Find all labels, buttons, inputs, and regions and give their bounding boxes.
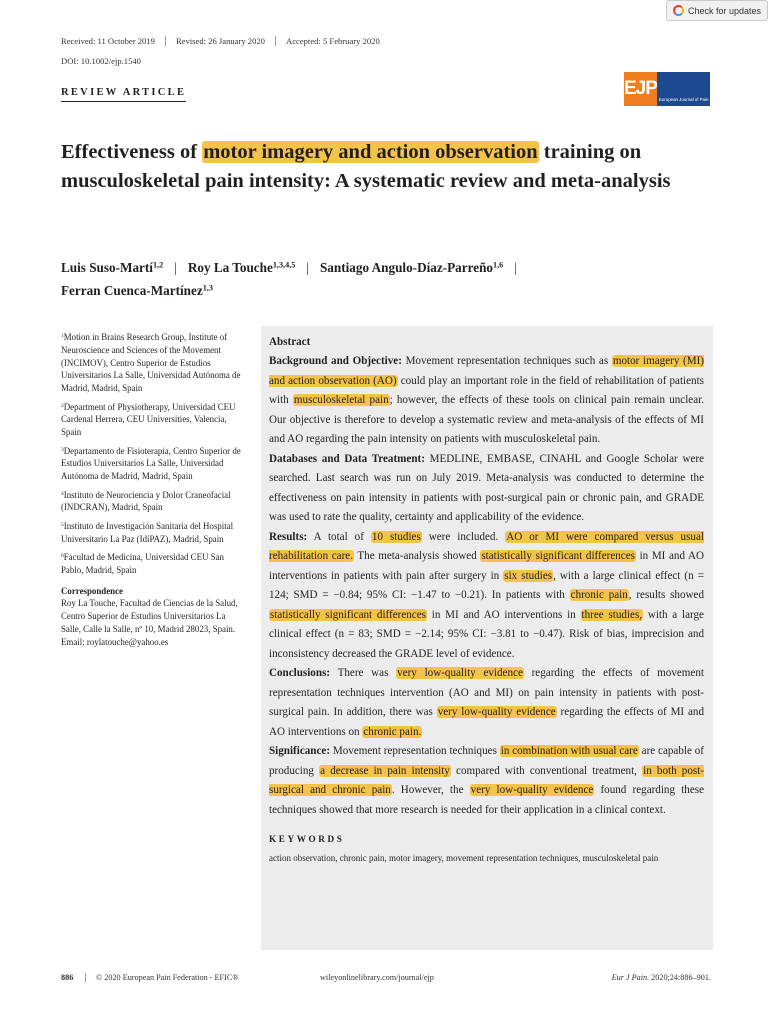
highlighted-text: AO or MI were compared versus usual rehabilitation care. xyxy=(269,530,704,562)
article-title xyxy=(61,138,711,196)
author-separator: | xyxy=(174,260,177,275)
abstract-text: with a large clinical effect (n = 83; SMD = −2.14; 95% CI: −3.81 to −0.47). Risk of bias, imprecision and inconsistency decreased the GRADE level of evidence. xyxy=(269,608,704,660)
abstract-text: in MI and AO interventions in xyxy=(426,608,581,621)
section-label: Significance: xyxy=(269,745,331,757)
author-name: Santiago Angulo-Díaz-Parreño xyxy=(319,260,493,275)
check-for-updates-button[interactable] xyxy=(666,0,768,21)
affiliation xyxy=(61,401,246,439)
abstract-text: could play an important role in the field of rehabilitation of patients with xyxy=(269,374,704,406)
affiliations xyxy=(61,331,246,649)
affiliation-number: 3 xyxy=(61,446,64,453)
affiliation-number: 1 xyxy=(61,332,64,339)
title-part-1: Effectiveness of xyxy=(61,141,203,163)
journal-logo-subtitle: European Journal of Pain xyxy=(657,72,711,106)
affiliation xyxy=(61,520,246,546)
abstract-text: found regarding these techniques showed that more research is needed for their application in a clinical context. xyxy=(269,784,704,816)
check-for-updates-label: Check for updates xyxy=(688,5,762,16)
affiliation-text: Instituto de Investigación Sanitaria del Hospital Universitario La Paz (IdiPAZ), Madrid, Spain xyxy=(61,520,234,544)
section-label: Results: xyxy=(269,530,308,543)
abstract-text: , results showed xyxy=(628,589,704,601)
abstract-text: A total of xyxy=(307,530,371,543)
highlighted-text: very low-quality evidence xyxy=(397,667,523,679)
highlighted-text: in both post-surgical and chronic pain xyxy=(269,764,704,796)
highlighted-text: 10 studies xyxy=(371,530,421,543)
citation xyxy=(612,973,711,982)
author-separator: | xyxy=(514,260,517,275)
keywords-heading: KEYWORDS xyxy=(269,834,345,844)
author-affil-sup: 1,2 xyxy=(152,260,164,270)
abstract-text: in MI and AO interventions in patients with pain after surgery in xyxy=(269,550,705,582)
journal-url[interactable]: wileyonlinelibrary.com/journal/ejp xyxy=(320,973,434,982)
affiliation-number: 6 xyxy=(61,552,64,559)
highlighted-text: chronic pain xyxy=(570,589,628,601)
affiliation-text: Motion in Brains Research Group, Institute of Neuroscience and Sciences of the Movement (INCIMOV), Centro Superior de Estudios Universitarios La Salle, Universidad Autónoma de Madrid, Madrid, Spain xyxy=(61,332,241,394)
abstract-databases xyxy=(269,450,704,528)
journal-logo xyxy=(624,72,708,106)
author-separator: | xyxy=(306,260,309,275)
abstract-text: were included. xyxy=(421,530,506,543)
received-date: Received: 11 October 2019 xyxy=(61,36,166,46)
correspondence-address: Roy La Touche, Facultad de Ciencias de la Salud, Centro Superior de Estudios Universitarios La Salle, Calle la Salle, nº 10, Madrid 28023, Spain. xyxy=(61,598,238,634)
author-affil-sup: 1,6 xyxy=(493,260,504,270)
affiliation xyxy=(61,445,246,483)
author-name: Luis Suso-Martí xyxy=(61,260,153,275)
accepted-date: Accepted: 5 February 2020 xyxy=(285,36,380,46)
correspondence-email: Email: roylatouche@yahoo.es xyxy=(61,636,169,647)
abstract-text: are capable of producing xyxy=(269,745,704,777)
abstract-text: ; however, the effects of these tools on clinical pain remain unclear. Our objective is therefore to develop a systematic review and meta-analysis of the effects of MI and AO regarding the pain intensity on patients with musculoskeletal pain. xyxy=(269,394,704,445)
highlighted-text: very low-quality evidence xyxy=(437,706,556,718)
highlighted-text: a decrease in pain intensity xyxy=(320,764,450,777)
keywords-list: action observation, chronic pain, motor imagery, movement representation techniques, musculoskeletal pain xyxy=(269,853,659,863)
affiliation-number: 5 xyxy=(61,521,64,528)
affiliation-text: Instituto de Neurociencia y Dolor Craneofacial (INDCRAN), Madrid, Spain xyxy=(61,489,231,513)
author-affil-sup: 1,3 xyxy=(202,283,213,293)
abstract-text: Movement representation techniques xyxy=(330,745,500,757)
journal-abbrev: Eur J Pain. xyxy=(611,973,650,982)
abstract-box xyxy=(261,326,713,950)
affiliation-text: Facultad de Medicina, Universidad CEU San Pablo, Madrid, Spain xyxy=(61,551,224,575)
abstract-text: The meta-analysis showed xyxy=(354,550,481,562)
affiliation-number: 4 xyxy=(61,490,64,497)
citation-volume: 2020;24:886–901. xyxy=(649,973,711,982)
affiliation-number: 2 xyxy=(61,402,64,409)
article-type: REVIEW ARTICLE xyxy=(61,87,186,102)
author-list xyxy=(61,256,711,302)
abstract-results xyxy=(269,528,704,665)
affiliation-text: Departamento de Fisioterapia, Centro Superior de Estudios Universitarios La Salle, Universidad Autónoma de Madrid, Madrid, Spain xyxy=(61,445,241,482)
highlighted-text: six studies xyxy=(504,569,553,582)
abstract-text: Movement representation techniques such as xyxy=(401,355,612,367)
affiliation xyxy=(61,489,246,515)
highlighted-text: motor imagery (MI) and action observation (AO) xyxy=(269,355,704,387)
highlighted-text: statistically significant differences xyxy=(270,608,426,621)
author-name: Ferran Cuenca-Martínez xyxy=(61,283,203,298)
highlighted-text: very low-quality evidence xyxy=(470,784,594,796)
section-label: Conclusions: xyxy=(269,667,331,679)
correspondence-heading: Correspondence xyxy=(61,585,123,596)
highlighted-text: chronic pain. xyxy=(363,725,422,738)
affiliation xyxy=(61,331,246,395)
highlighted-text: musculoskeletal pain xyxy=(293,394,389,406)
abstract-text: , with a large clinical effect (n = 124; SMD = −0.84; 95% CI: −1.47 to −0.21). In patients with xyxy=(269,569,704,601)
copyright: © 2020 European Pain Federation - EFIC® xyxy=(85,973,239,982)
article-dates xyxy=(61,36,400,46)
abstract-significance xyxy=(269,742,704,820)
highlighted-text: in combination with usual care xyxy=(500,745,638,757)
abstract-text: There was xyxy=(330,667,397,679)
abstract-text: MEDLINE, EMBASE, CINAHL and Google Scholar were searched. Last search was run on July 2019. Meta-analysis was conducted to determine the effectiveness on pain intensity in patients with post-surgical pain or chronic pain, and GRADE was used to rate the quality, certainty and applicability of the evidence. xyxy=(269,452,704,523)
affiliation-text: Department of Physiotherapy, Universidad CEU Cardenal Herrera, CEU Universities, Valencia, Spain xyxy=(61,401,236,438)
author-name: Roy La Touche xyxy=(187,260,273,275)
section-label: Databases and Data Treatment: xyxy=(269,452,425,465)
abstract-heading: Abstract xyxy=(269,336,311,348)
abstract-conclusions xyxy=(269,664,704,742)
abstract-text: compared with conventional treatment, xyxy=(450,764,643,777)
title-part-2: training on musculoskeletal pain intensity: A systematic review and meta-analysis xyxy=(61,141,671,192)
title-highlight: motor imagery and action observation xyxy=(203,141,538,163)
abstract-text: regarding the effects of movement representation techniques intervention (AO and MI) on pain intensity in patients with post-surgical pain. In addition, there was xyxy=(269,667,704,718)
highlighted-text: three studies, xyxy=(581,608,643,621)
abstract-background xyxy=(269,352,704,450)
author-affil-sup: 1,3,4,5 xyxy=(272,260,296,270)
revised-date: Revised: 26 January 2020 xyxy=(176,36,276,46)
affiliation xyxy=(61,551,246,577)
section-label: Background and Objective: xyxy=(269,355,402,367)
crossmark-icon xyxy=(673,5,684,16)
doi: DOI: 10.1002/ejp.1540 xyxy=(61,56,141,66)
highlighted-text: statistically significant differences xyxy=(481,550,635,562)
abstract-text: regarding the effects of MI and AO interventions on xyxy=(269,706,704,738)
abstract-text: . However, the xyxy=(391,784,470,796)
page-number: 886 xyxy=(61,973,74,982)
journal-logo-letters: EJP xyxy=(624,72,657,106)
